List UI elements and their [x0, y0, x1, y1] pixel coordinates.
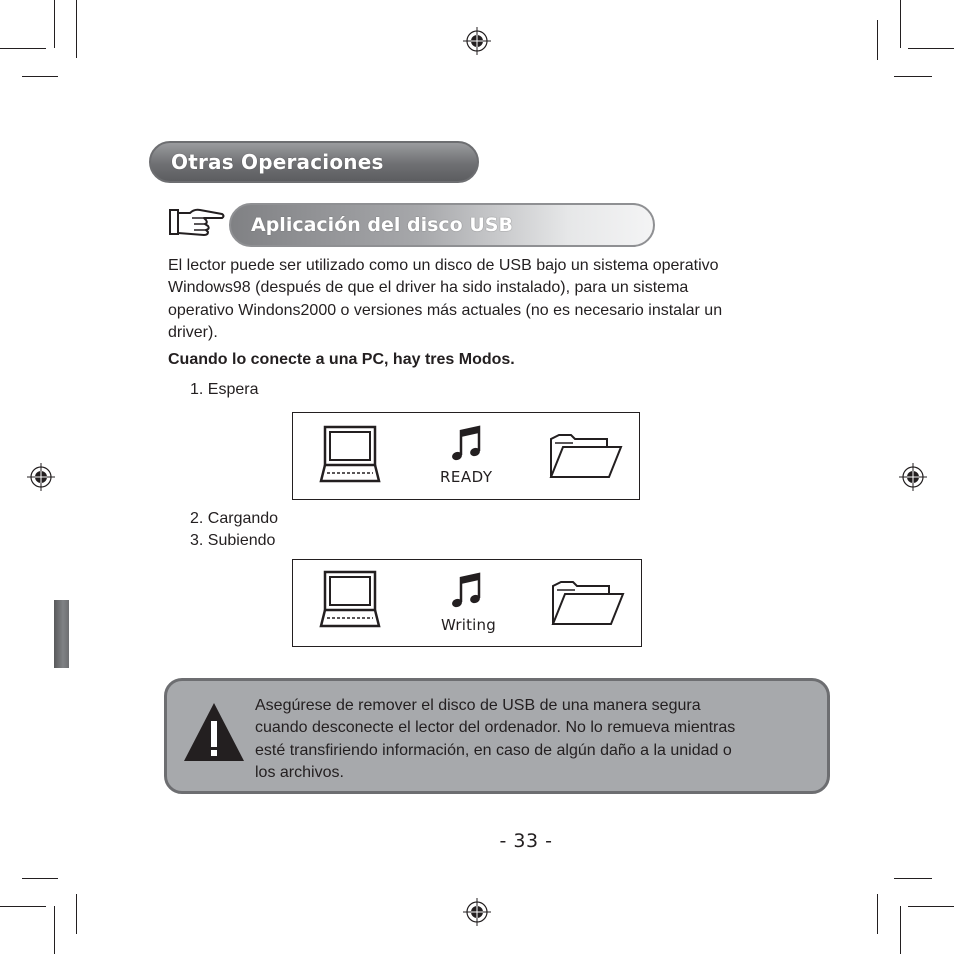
crop-mark — [877, 20, 878, 60]
crop-mark — [76, 0, 77, 58]
warning-text — [255, 695, 815, 784]
warning-line: los archivos. — [255, 763, 344, 781]
warning-box — [164, 678, 830, 794]
crop-mark — [22, 878, 58, 879]
ready-label: READY — [440, 468, 493, 486]
crop-mark — [900, 906, 901, 954]
registration-mark-icon — [463, 898, 491, 926]
crop-mark — [54, 0, 55, 48]
subsection-title: Aplicación del disco USB — [251, 214, 513, 236]
page-number: - 33 - — [499, 830, 553, 852]
crop-mark — [0, 906, 46, 907]
crop-mark — [54, 906, 55, 954]
registration-mark-icon — [899, 463, 927, 491]
mode-item-charging: 2. Cargando — [190, 510, 279, 527]
computer-icon — [319, 425, 381, 487]
crop-mark — [900, 0, 901, 48]
warning-line: cuando desconecte el lector del ordenador. No lo remueva mientras — [255, 719, 736, 737]
warning-line: esté transfiriendo información, en caso de algún daño a la unidad o — [255, 741, 732, 759]
intro-line: driver). — [168, 323, 218, 341]
section-title: Otras Operaciones — [171, 150, 384, 174]
mode-item-standby: 1. Espera — [190, 381, 259, 398]
crop-mark — [877, 894, 878, 934]
music-note-icon — [451, 572, 485, 612]
crop-mark — [908, 48, 954, 49]
warning-triangle-icon — [182, 701, 246, 763]
crop-mark — [76, 894, 77, 934]
folder-icon — [549, 433, 623, 481]
crop-mark — [0, 48, 46, 49]
modes-heading: Cuando lo conecte a una PC, hay tres Modos. — [168, 351, 515, 368]
mode-item-uploading: 3. Subiendo — [190, 532, 276, 549]
crop-mark — [22, 76, 58, 77]
writing-label: Writing — [441, 616, 496, 634]
intro-line: El lector puede ser utilizado como un disco de USB bajo un sistema operativo — [168, 257, 719, 274]
section-heading — [149, 141, 479, 183]
intro-line: operativo Windons2000 o versiones más actuales (no es necesario instalar un — [168, 301, 723, 319]
computer-icon — [319, 570, 381, 632]
crop-mark — [894, 878, 932, 879]
ready-display — [292, 412, 640, 500]
chapter-tab — [54, 600, 69, 668]
folder-icon — [551, 580, 625, 628]
warning-line: Asegúrese de remover el disco de USB de una manera segura — [255, 697, 701, 714]
crop-mark — [894, 76, 932, 77]
pointing-hand-icon — [168, 207, 226, 239]
music-note-icon — [451, 425, 485, 465]
crop-mark — [908, 906, 954, 907]
intro-paragraph — [168, 255, 808, 344]
writing-display — [292, 559, 642, 647]
registration-mark-icon — [463, 27, 491, 55]
intro-line: Windows98 (después de que el driver ha sido instalado), para un sistema — [168, 279, 689, 297]
registration-mark-icon — [27, 463, 55, 491]
subsection-heading — [229, 203, 655, 247]
